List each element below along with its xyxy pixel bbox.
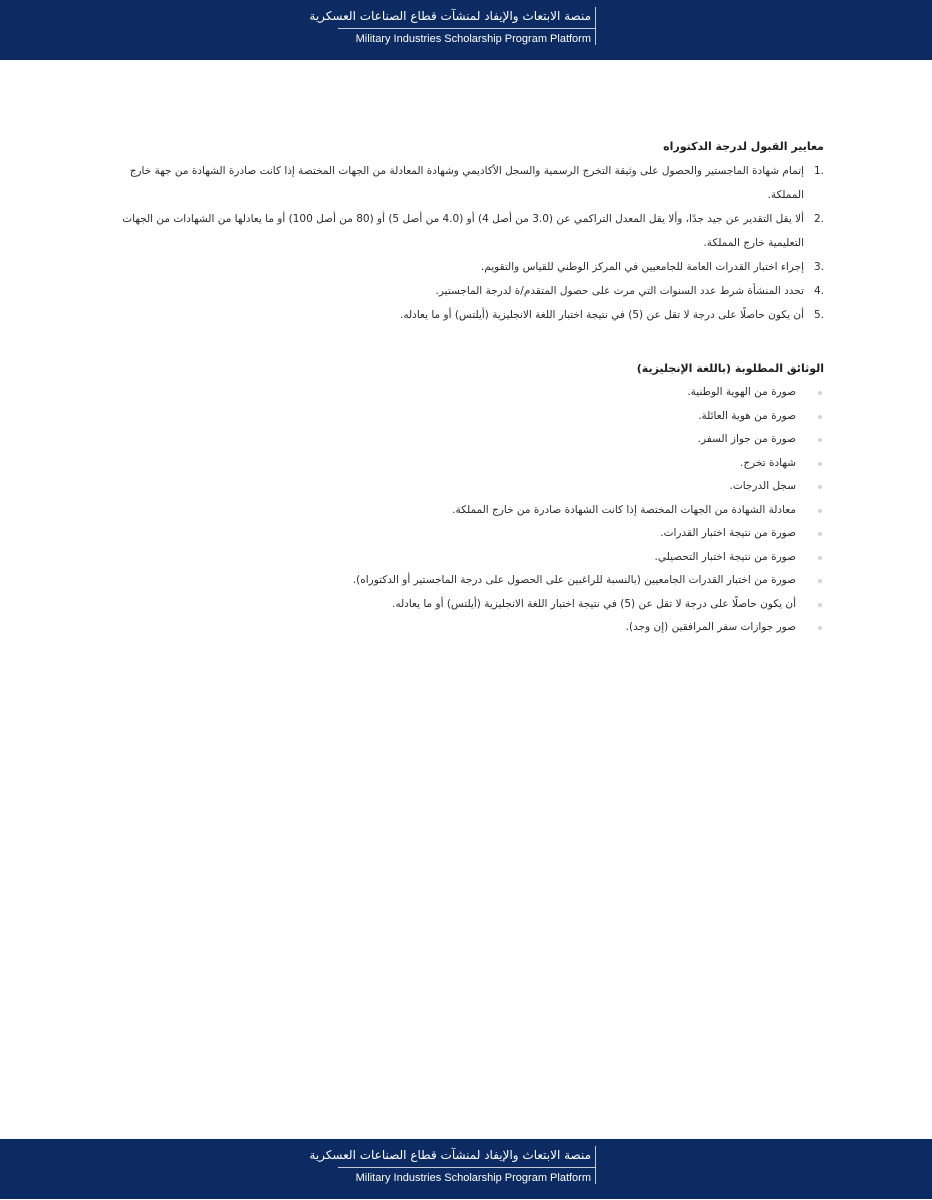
document-item <box>112 569 824 593</box>
platform-title-ar: منصة الابتعاث والإيفاد لمنشآت قطاع الصناعات العسكرية <box>309 9 591 23</box>
bullet-icon <box>818 556 822 560</box>
document-text: صورة من الهوية الوطنية. <box>687 386 796 398</box>
criteria-text: ألا يقل التقدير عن جيد جدًا، وألا يقل المعدل التراكمي عن (3.0 من أصل 4) أو (4.0 من أصل 5) أو (80 من أصل 100) أو ما يعادلها من الشهادات من الجهات التعليمية خارج المملكة. <box>122 213 804 249</box>
footer-band <box>0 1139 932 1199</box>
header-divider-vertical <box>595 7 596 45</box>
document-item <box>112 475 824 499</box>
document-text: شهادة تخرج. <box>740 456 796 469</box>
documents-list <box>112 381 824 640</box>
criteria-item <box>112 255 824 279</box>
platform-title-en: Military Industries Scholarship Program Platform <box>355 33 591 45</box>
document-text: صور جوازات سفر المرافقين (إن وجد). <box>625 621 796 633</box>
criteria-item <box>112 279 824 303</box>
criteria-heading: معايير القبول لدرجة الدكتوراه <box>663 140 824 153</box>
bullet-icon <box>818 438 822 442</box>
criteria-number: 1. <box>813 165 824 177</box>
footer-title-en: Military Industries Scholarship Program Platform <box>355 1172 591 1184</box>
document-text: معادلة الشهادة من الجهات المختصة إذا كانت الشهادة صادرة من خارج المملكة. <box>452 503 796 516</box>
criteria-number: 4. <box>813 285 824 297</box>
criteria-text: أن يكون حاصلًا على درجة لا تقل عن (5) في نتيجة اختبار اللغة الانجليزية (أيلتس) أو ما يعادله. <box>399 309 804 321</box>
document-text: صورة من اختبار القدرات الجامعيين (بالنسبة للراغبين على الحصول على درجة الماجستير أو الدكتوراه). <box>352 574 796 586</box>
bullet-icon <box>818 509 822 513</box>
document-item <box>112 593 824 617</box>
criteria-number: 2. <box>813 213 824 225</box>
required-documents-section <box>112 362 824 640</box>
document-item <box>112 522 824 546</box>
document-item <box>112 405 824 429</box>
document-item <box>112 428 824 452</box>
document-item <box>112 381 824 405</box>
criteria-text: إتمام شهادة الماجستير والحصول على وثيقة التخرج الرسمية والسجل الأكاديمي وشهادة المعادلة من الجهات المختصة إذا كانت صادرة الشهادة من جهة خارج المملكة. <box>129 165 804 201</box>
bullet-icon <box>818 532 822 536</box>
footer-title-ar: منصة الابتعاث والإيفاد لمنشآت قطاع الصناعات العسكرية <box>309 1148 591 1162</box>
document-text: سجل الدرجات. <box>729 480 796 492</box>
documents-heading: الوثائق المطلوبة (باللغة الإنجليزية) <box>636 362 824 375</box>
footer-divider-vertical <box>595 1146 596 1184</box>
document-text: أن يكون حاصلًا على درجة لا تقل عن (5) في نتيجة اختبار اللغة الانجليزية (أيلتس) أو ما يعادله. <box>391 597 796 610</box>
criteria-text: تحدد المنشأة شرط عدد السنوات التي مرت على حصول المتقدم/ة لدرجة الماجستير. <box>435 285 804 297</box>
bullet-icon <box>818 462 822 466</box>
bullet-icon <box>818 579 822 583</box>
bullet-icon <box>818 485 822 489</box>
document-item <box>112 499 824 523</box>
bullet-icon <box>818 603 822 607</box>
criteria-list <box>112 159 824 327</box>
header-band <box>0 0 932 60</box>
criteria-item <box>112 207 824 255</box>
bullet-icon <box>818 626 822 630</box>
document-item <box>112 546 824 570</box>
document-text: صورة من نتيجة اختبار التحصيلي. <box>654 550 796 563</box>
criteria-item <box>112 303 824 327</box>
document-text: صورة من نتيجة اختبار القدرات. <box>660 527 796 539</box>
bullet-icon <box>818 415 822 419</box>
criteria-number: 5. <box>813 309 824 321</box>
document-item <box>112 616 824 640</box>
admission-criteria-section <box>112 140 824 327</box>
criteria-text: إجراء اختبار القدرات العامة للجامعيين في المركز الوطني للقياس والتقويم. <box>480 261 804 273</box>
document-text: صورة من جواز السفر. <box>697 433 796 445</box>
criteria-item <box>112 159 824 207</box>
bullet-icon <box>818 391 822 395</box>
document-item <box>112 452 824 476</box>
criteria-number: 3. <box>813 261 824 273</box>
header-divider-horizontal <box>338 28 596 29</box>
footer-divider-horizontal <box>338 1167 596 1168</box>
document-text: صورة من هوية العائلة. <box>698 409 796 422</box>
